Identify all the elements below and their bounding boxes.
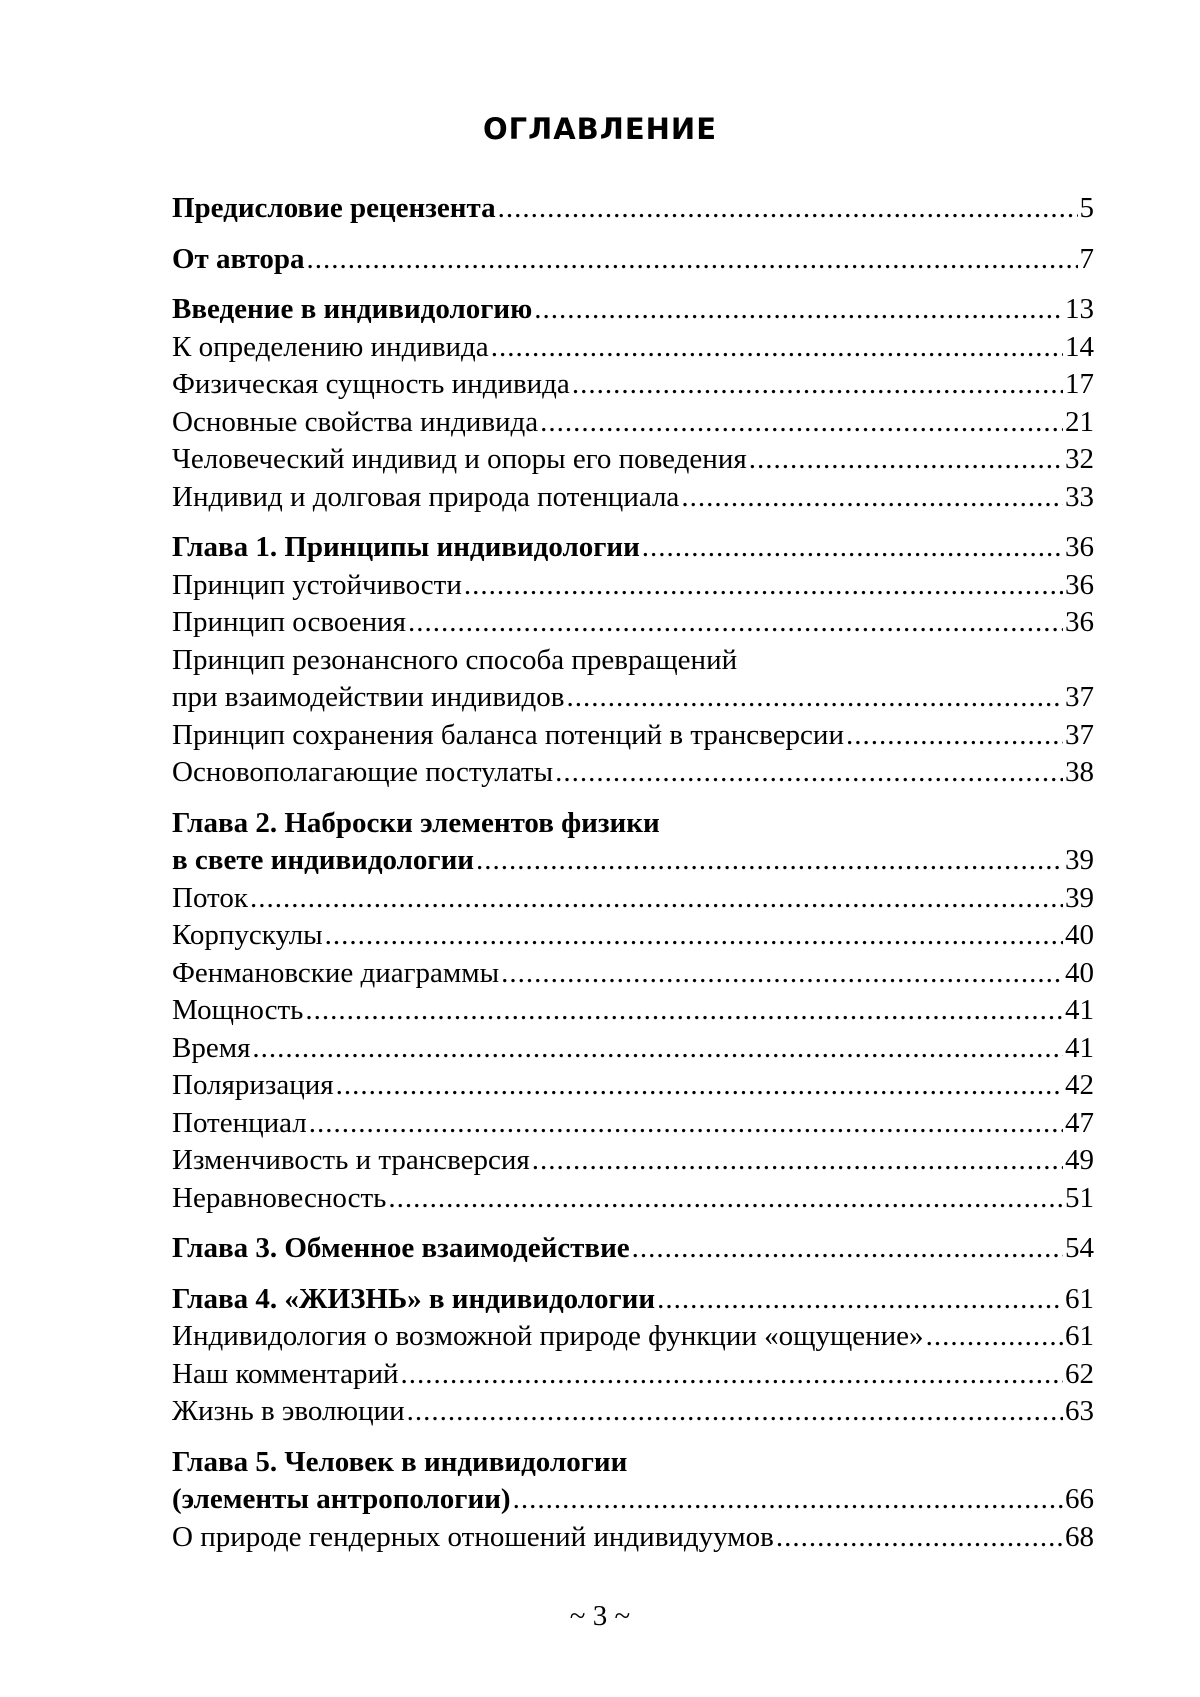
toc-entry-page: 38 bbox=[1065, 756, 1094, 788]
page-number-footer: ~ 3 ~ bbox=[569, 1600, 631, 1632]
toc-entry bbox=[172, 479, 1094, 517]
toc-entry-label: в свете индивидологии bbox=[172, 844, 474, 876]
dot-leader bbox=[776, 1519, 1063, 1557]
toc-entry bbox=[172, 1030, 1094, 1068]
toc-entry-label: Изменчивость и трансверсия bbox=[172, 1144, 530, 1176]
dot-leader bbox=[681, 479, 1063, 517]
toc-entry-page: 41 bbox=[1065, 994, 1094, 1026]
toc-entry bbox=[172, 567, 1094, 605]
dot-leader bbox=[306, 241, 1077, 279]
toc-entry bbox=[172, 1105, 1094, 1143]
dot-leader bbox=[749, 441, 1063, 479]
toc-entry bbox=[172, 1067, 1094, 1105]
toc-entry-page: 36 bbox=[1065, 531, 1094, 563]
dot-leader bbox=[408, 604, 1063, 642]
toc-entry bbox=[172, 917, 1094, 955]
toc-entry bbox=[172, 1393, 1094, 1431]
toc-entry-page: 37 bbox=[1065, 681, 1094, 713]
toc-entry-page: 51 bbox=[1065, 1181, 1094, 1214]
toc-entry-page: 5 bbox=[1079, 192, 1094, 224]
toc-entry-label: Фенмановские диаграммы bbox=[172, 956, 500, 989]
toc-entry-page: 54 bbox=[1065, 1232, 1094, 1264]
toc-entry bbox=[172, 955, 1094, 993]
dot-leader bbox=[657, 1281, 1063, 1319]
toc-entry bbox=[172, 190, 1094, 228]
toc-entry bbox=[172, 1318, 1094, 1356]
toc-entry-label: Индивид и долговая природа потенциала bbox=[172, 480, 680, 513]
toc-entry-label: Принцип резонансного способа превращений bbox=[172, 643, 738, 676]
toc-entry-page: 17 bbox=[1065, 368, 1094, 400]
toc-entry-label: Наш комментарий bbox=[172, 1357, 399, 1390]
toc-entry bbox=[172, 604, 1094, 642]
toc-entry-label: Принцип устойчивости bbox=[172, 568, 462, 601]
dot-leader bbox=[325, 917, 1063, 955]
toc-entry-page: 61 bbox=[1065, 1282, 1094, 1315]
toc-entry-page: 36 bbox=[1065, 568, 1094, 601]
toc-entry bbox=[172, 880, 1094, 918]
toc-entry-label: Глава 3. Обменное взаимодействие bbox=[172, 1232, 630, 1264]
toc-entry-label: Мощность bbox=[172, 994, 304, 1026]
dot-leader bbox=[464, 567, 1063, 605]
dot-leader bbox=[926, 1318, 1063, 1356]
toc-entry bbox=[172, 1230, 1094, 1268]
toc-entry-page: 66 bbox=[1065, 1483, 1094, 1515]
toc-entry bbox=[172, 329, 1094, 367]
toc-entry-label: Глава 1. Принципы индивидологии bbox=[172, 531, 640, 563]
toc-entry-page: 21 bbox=[1065, 405, 1094, 438]
toc-entry bbox=[172, 1444, 1094, 1482]
dot-leader bbox=[555, 754, 1063, 792]
toc-entry-page: 14 bbox=[1065, 330, 1094, 363]
dot-leader bbox=[513, 1481, 1063, 1519]
dot-leader bbox=[250, 880, 1063, 918]
dot-leader bbox=[532, 1142, 1063, 1180]
toc-entry-label: Глава 4. «ЖИЗНЬ» в индивидологии bbox=[172, 1282, 656, 1315]
dot-leader bbox=[567, 679, 1064, 717]
toc-entry-label: О природе гендерных отношений индивидуумов bbox=[172, 1520, 774, 1553]
table-of-contents bbox=[172, 190, 1094, 1556]
dot-leader bbox=[846, 717, 1063, 755]
dot-leader bbox=[309, 1105, 1063, 1143]
toc-entry-label: К определению индивида bbox=[172, 330, 489, 363]
toc-entry-label: Глава 2. Наброски элементов физики bbox=[172, 806, 660, 839]
toc-entry bbox=[172, 241, 1094, 279]
toc-entry-label: Физическая сущность индивида bbox=[172, 368, 570, 400]
toc-entry bbox=[172, 441, 1094, 479]
toc-entry-label: при взаимодействии индивидов bbox=[172, 681, 565, 713]
toc-entry bbox=[172, 842, 1094, 880]
toc-entry-page: 68 bbox=[1065, 1520, 1094, 1553]
dot-leader bbox=[642, 529, 1063, 567]
toc-entry bbox=[172, 679, 1094, 717]
toc-entry-page: 49 bbox=[1065, 1144, 1094, 1176]
toc-entry-page: 62 bbox=[1065, 1357, 1094, 1390]
toc-entry bbox=[172, 1281, 1094, 1319]
toc-entry bbox=[172, 717, 1094, 755]
toc-entry-label: Время bbox=[172, 1031, 251, 1064]
toc-entry bbox=[172, 642, 1094, 680]
dot-leader bbox=[498, 190, 1078, 228]
toc-entry-page: 41 bbox=[1065, 1031, 1094, 1064]
toc-entry-label: Принцип освоения bbox=[172, 606, 406, 638]
dot-leader bbox=[305, 992, 1063, 1030]
dot-leader bbox=[252, 1030, 1063, 1068]
toc-entry-page: 40 bbox=[1065, 956, 1094, 989]
toc-entry-label: От автора bbox=[172, 242, 305, 275]
toc-entry bbox=[172, 529, 1094, 567]
dot-leader bbox=[401, 1356, 1064, 1394]
toc-entry-label: (элементы антропологии) bbox=[172, 1483, 511, 1515]
toc-entry-page: 33 bbox=[1065, 480, 1094, 513]
toc-entry-label: Индивидология о возможной природе функции «ощущение» bbox=[172, 1320, 924, 1352]
toc-entry bbox=[172, 291, 1094, 329]
dot-leader bbox=[336, 1067, 1063, 1105]
toc-entry bbox=[172, 404, 1094, 442]
toc-entry-label: Поляризация bbox=[172, 1069, 334, 1101]
dot-leader bbox=[388, 1180, 1063, 1218]
toc-entry-page: 42 bbox=[1065, 1069, 1094, 1101]
toc-entry-label: Жизнь в эволюции bbox=[172, 1395, 405, 1427]
toc-entry-label: Человеческий индивид и опоры его поведения bbox=[172, 443, 747, 475]
toc-entry bbox=[172, 366, 1094, 404]
toc-entry-label: Глава 5. Человек в индивидологии bbox=[172, 1445, 628, 1478]
toc-entry-label: Введение в индивидологию bbox=[172, 293, 533, 325]
toc-entry bbox=[172, 1142, 1094, 1180]
dot-leader bbox=[407, 1393, 1063, 1431]
toc-entry-label: Предисловие рецензента bbox=[172, 192, 496, 224]
toc-entry-label: Основополагающие постулаты bbox=[172, 756, 554, 788]
toc-entry bbox=[172, 1356, 1094, 1394]
toc-entry-page: 61 bbox=[1065, 1320, 1094, 1352]
toc-entry-page: 13 bbox=[1065, 293, 1094, 325]
toc-entry bbox=[172, 805, 1094, 843]
toc-entry-page: 37 bbox=[1065, 718, 1094, 751]
toc-entry-page: 32 bbox=[1065, 443, 1094, 475]
toc-entry-page: 7 bbox=[1079, 242, 1094, 275]
toc-entry-page: 47 bbox=[1065, 1106, 1094, 1139]
toc-entry bbox=[172, 754, 1094, 792]
toc-entry-page: 63 bbox=[1065, 1395, 1094, 1427]
toc-entry-label: Потенциал bbox=[172, 1106, 307, 1139]
toc-entry-page: 36 bbox=[1065, 606, 1094, 638]
toc-entry-page: 39 bbox=[1065, 881, 1094, 914]
dot-leader bbox=[476, 842, 1063, 880]
toc-entry-label: Поток bbox=[172, 881, 248, 914]
toc-entry-page: 39 bbox=[1065, 844, 1094, 876]
dot-leader bbox=[572, 366, 1063, 404]
toc-entry-page: 40 bbox=[1065, 919, 1094, 951]
page-title: ОГЛАВЛЕНИЕ bbox=[482, 112, 717, 146]
dot-leader bbox=[501, 955, 1063, 993]
dot-leader bbox=[534, 291, 1063, 329]
toc-entry-label: Принцип сохранения баланса потенций в трансверсии bbox=[172, 718, 844, 751]
dot-leader bbox=[540, 404, 1063, 442]
dot-leader bbox=[491, 329, 1063, 367]
toc-entry bbox=[172, 1180, 1094, 1218]
toc-entry-label: Неравновесность bbox=[172, 1181, 387, 1214]
toc-entry bbox=[172, 1481, 1094, 1519]
toc-entry-label: Корпускулы bbox=[172, 919, 323, 951]
toc-entry bbox=[172, 992, 1094, 1030]
toc-entry bbox=[172, 1519, 1094, 1557]
dot-leader bbox=[632, 1230, 1063, 1268]
toc-entry-label: Основные свойства индивида bbox=[172, 405, 539, 438]
